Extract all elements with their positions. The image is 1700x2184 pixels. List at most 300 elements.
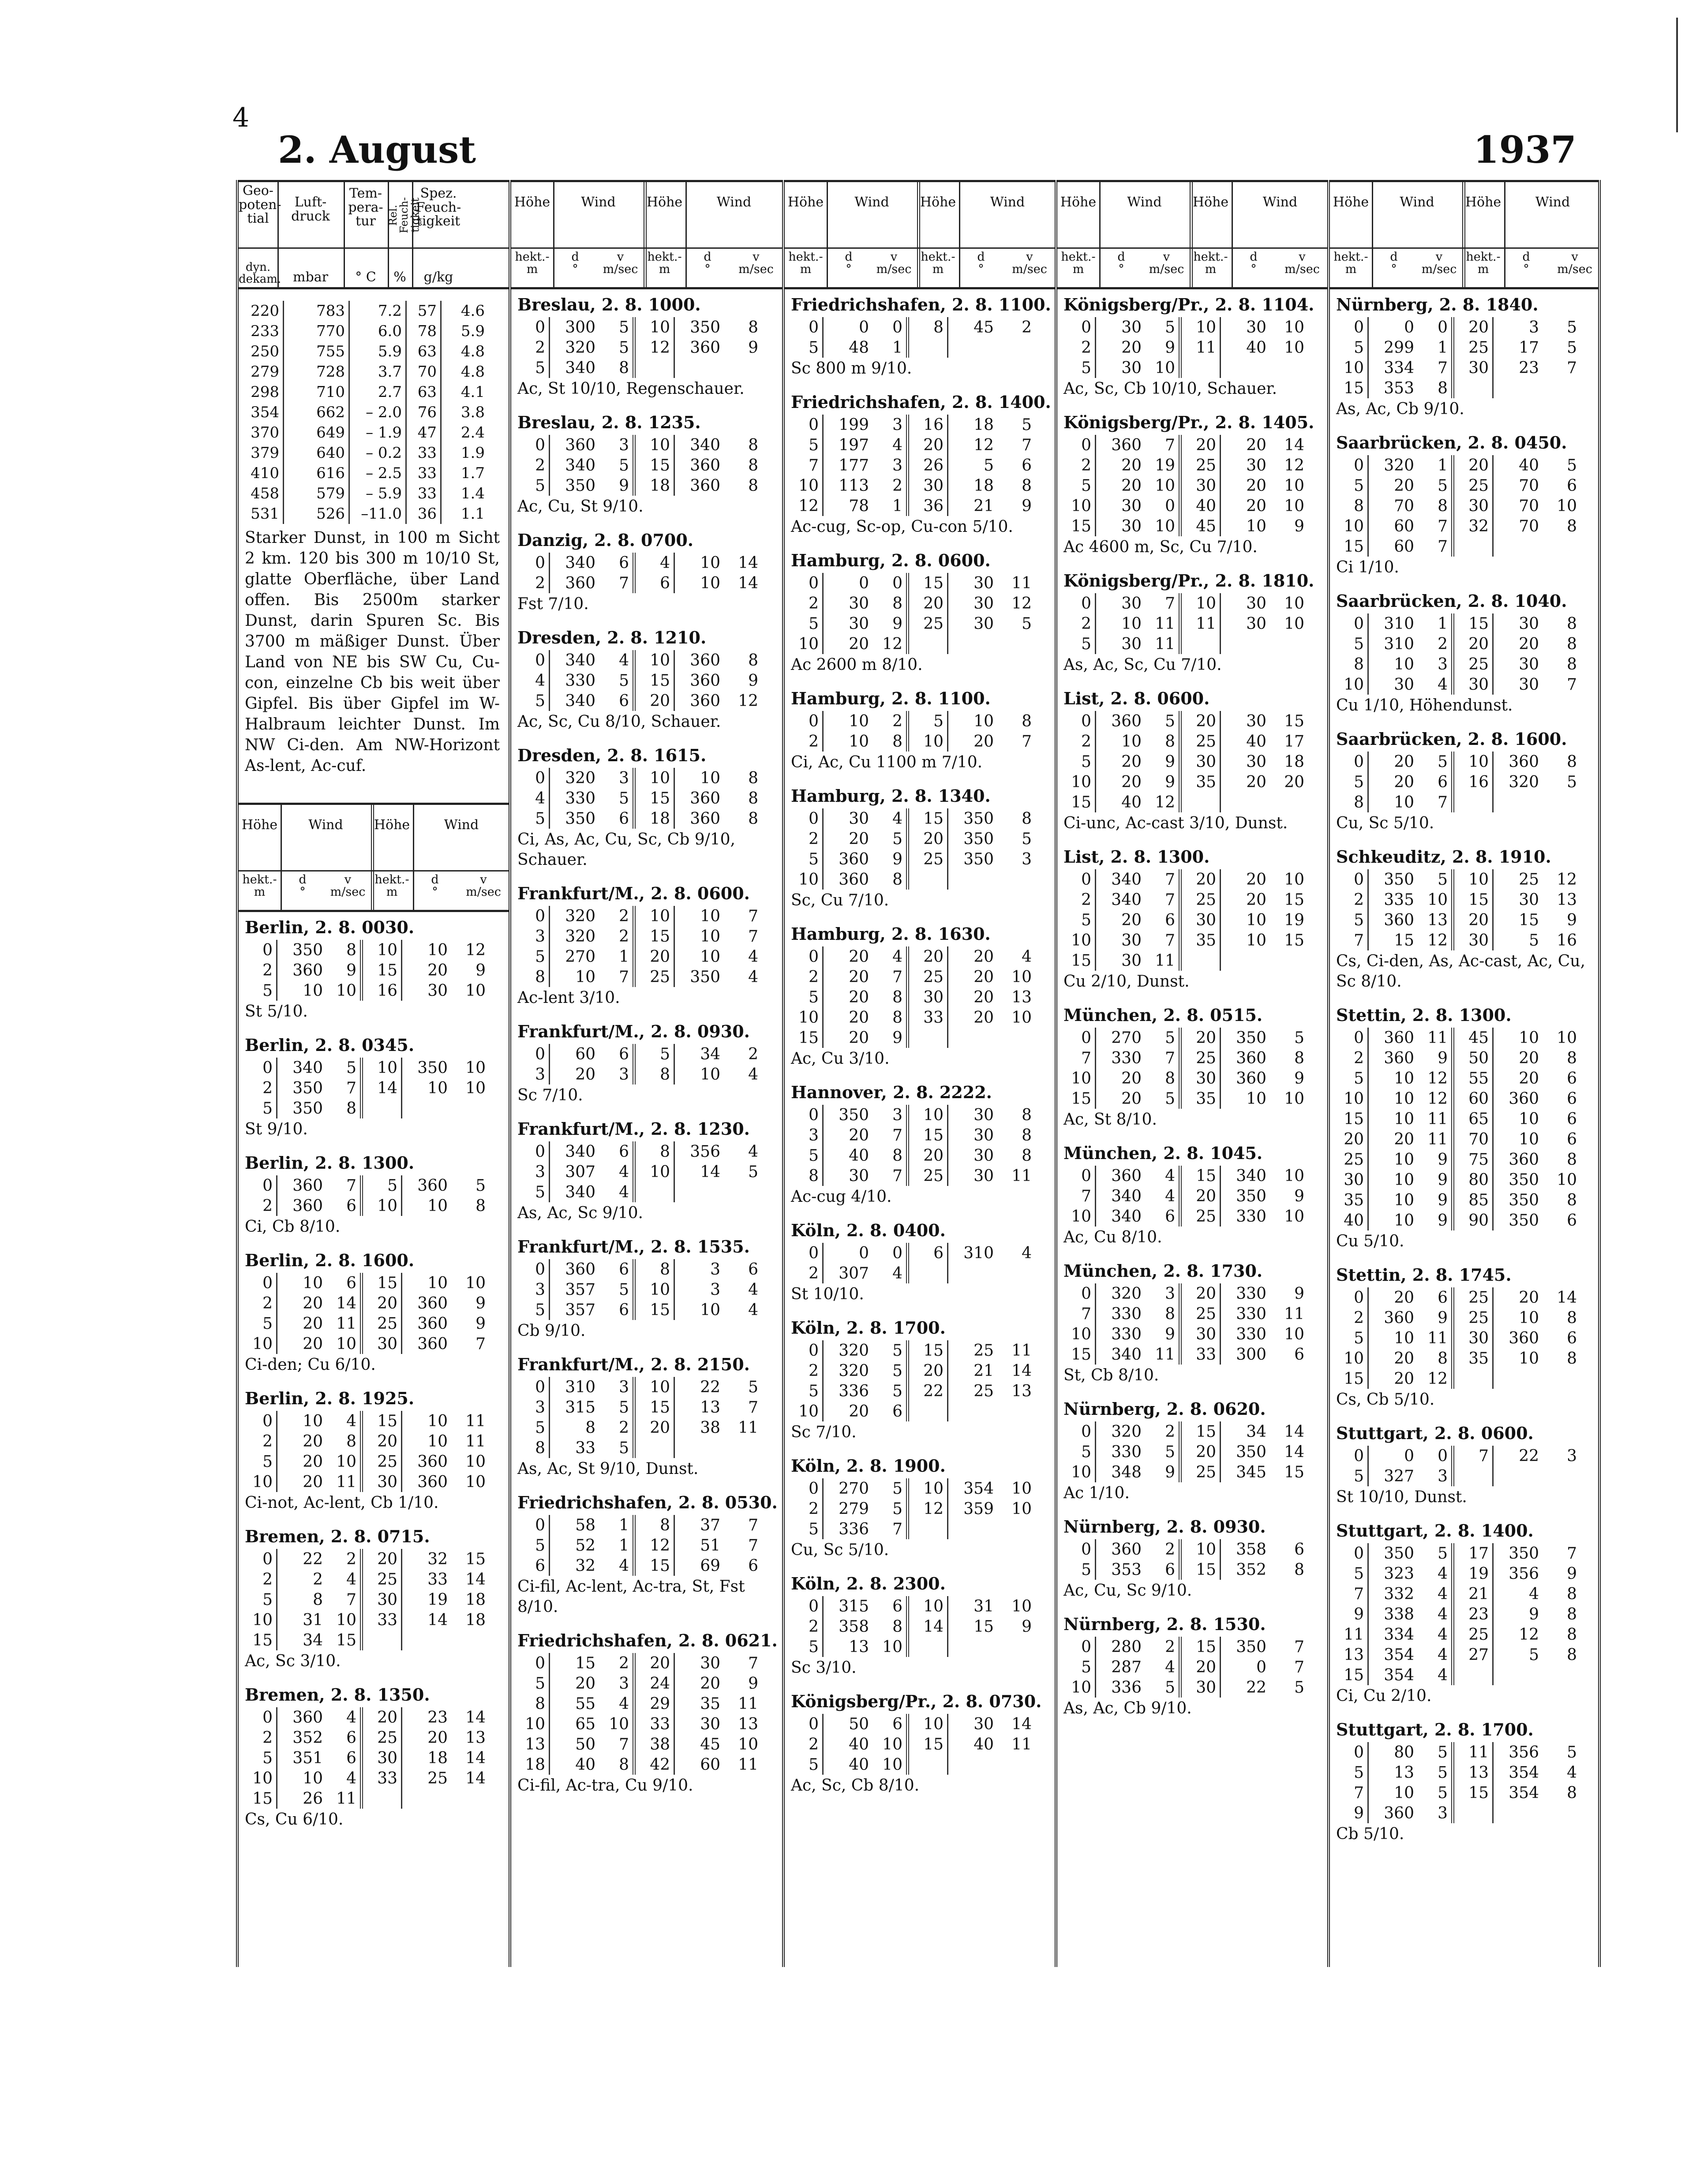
station-row [1063, 950, 1308, 971]
climb-cell: 78 [406, 321, 441, 341]
station-remark: Ac-cug, Sc-op, Cu-con 5/10. [791, 518, 1013, 536]
station-cell: 8 [748, 809, 758, 828]
station-cell: 310 [963, 1244, 994, 1262]
station-cell: 10 [872, 1754, 908, 1775]
station-cell: 60 [1394, 517, 1414, 535]
station-cell: 5 [872, 1381, 908, 1401]
station-cell: 10 [1284, 1167, 1304, 1185]
station-cell: 15 [1063, 1088, 1096, 1109]
direction-unit: d ° [1117, 250, 1125, 277]
station-row [791, 1007, 1035, 1028]
station-cell: 2 [1336, 1308, 1368, 1328]
station-cell: 8 [476, 1197, 486, 1215]
station-cell: 30 [1519, 655, 1539, 673]
station-remark: St 10/10. [791, 1285, 864, 1303]
station-cell: 11 [1145, 613, 1180, 634]
station-cell: 9 [1336, 1803, 1368, 1823]
station-cell: 10 [1394, 1784, 1414, 1802]
station-remark: Ci-unc, Ac-cast 3/10, Dunst. [1063, 814, 1288, 832]
station-cell: 10 [362, 940, 402, 960]
station-cell: 7 [791, 455, 823, 475]
station-cell: 6 [326, 1273, 362, 1293]
station-cell: 360 [417, 1473, 448, 1491]
station-cell [1543, 1665, 1580, 1685]
station-cell: 11 [465, 1412, 486, 1430]
station-cell: 5 [791, 1519, 823, 1539]
station-cell: 18 [517, 1754, 550, 1775]
station-remark: Ac-lent 3/10. [517, 989, 620, 1007]
station-cell: 8 [1145, 1068, 1180, 1088]
climb-cell: 4.1 [461, 383, 485, 401]
station-cell: 2 [517, 337, 550, 358]
station-cell: 8 [1567, 1645, 1577, 1664]
station-cell: 0 [1063, 711, 1096, 731]
height-unit: hekt.- m [788, 250, 823, 277]
station-cell: 7 [1063, 1186, 1096, 1206]
station-cell: 10 [1284, 497, 1304, 515]
station-cell: 15 [1063, 516, 1096, 536]
station-remark: Ci-den; Cu 6/10. [245, 1356, 376, 1374]
column-5-body [1330, 295, 1598, 1844]
station-row [517, 1535, 762, 1556]
station-cell: 30 [1519, 890, 1539, 909]
station-cell: 35 [1453, 1348, 1493, 1369]
station-cell: 30 [1453, 1328, 1493, 1348]
station-cell: 15 [1336, 1665, 1368, 1685]
station-cell: 2 [1336, 890, 1368, 910]
station-cell: 356 [1509, 1564, 1539, 1583]
station-cell: 5 [1063, 358, 1096, 378]
station-cell: 8 [1418, 378, 1453, 398]
station-cell: 10 [1011, 1479, 1032, 1498]
station-cell: 2 [326, 1549, 362, 1569]
station-cell: 12 [974, 436, 994, 454]
station-table [1336, 1287, 1581, 1389]
station-cell [1493, 792, 1543, 812]
station-cell: 5 [1418, 1783, 1453, 1803]
station-row [1063, 711, 1308, 731]
station-cell: 11 [326, 1472, 362, 1492]
station-cell: 15 [634, 1556, 674, 1576]
station-row [1063, 475, 1308, 496]
station-cell: 6 [1294, 1345, 1304, 1364]
station-title: Frankfurt/M., 2. 8. 1535. [517, 1237, 750, 1257]
station-row [1336, 1466, 1580, 1486]
station-cell: 0 [791, 1105, 823, 1125]
station-cell: 20 [634, 691, 674, 711]
station-cell: 7 [1418, 792, 1453, 812]
station-cell: 25 [908, 849, 948, 869]
station-cell: 30 [1453, 496, 1493, 516]
station-row [1336, 455, 1580, 475]
station-cell: 20 [1180, 1186, 1221, 1206]
station-cell [674, 358, 724, 378]
station-cell: 330 [1236, 1325, 1266, 1343]
station-row [245, 1058, 489, 1078]
station-cell: 350 [292, 941, 323, 959]
station-cell: 8 [1567, 1625, 1577, 1644]
station-cell: 10 [791, 475, 823, 496]
station-cell: 4 [326, 1569, 362, 1589]
station-cell: 10 [517, 1714, 550, 1734]
temp-header: Tem- pera- tur [348, 186, 383, 229]
station-cell: 340 [690, 436, 720, 454]
station-cell: 3 [1022, 850, 1032, 868]
station-cell: 20 [1246, 436, 1266, 454]
station-cell: 4 [872, 435, 908, 455]
station-cell: 3 [1418, 1803, 1453, 1823]
station-cell: 2 [1063, 455, 1096, 475]
wind-header-label: Wind [444, 817, 479, 833]
station-cell: 350 [1236, 1028, 1266, 1047]
climb-cell: 63 [406, 341, 441, 362]
station-row [1336, 1028, 1580, 1048]
station-cell [451, 1098, 489, 1118]
station-cell: 2 [1063, 337, 1096, 358]
station-remark: Ac 2600 m 8/10. [791, 656, 923, 674]
station-cell: 6 [326, 1728, 362, 1748]
spec-humidity-unit: g/kg [423, 269, 453, 285]
direction-unit: d ° [1250, 250, 1258, 277]
station-cell: 6 [599, 553, 634, 573]
station-cell: 9 [748, 338, 758, 357]
station-cell: 5 [245, 1098, 277, 1118]
station-cell: 10 [1394, 1110, 1414, 1128]
station-row [245, 1630, 489, 1650]
station-cell: 65 [1453, 1109, 1493, 1129]
station-row [791, 634, 1035, 654]
station-title: Dresden, 2. 8. 1615. [517, 745, 707, 765]
station-cell: 20 [1394, 1349, 1414, 1368]
station-remark: Sc, Cu 7/10. [791, 891, 889, 909]
station-row [1063, 496, 1308, 516]
station-cell [908, 869, 948, 890]
station-cell: 5 [1145, 1028, 1180, 1048]
station-row [1336, 536, 1580, 557]
station-table [791, 1105, 1036, 1186]
station-row [791, 946, 1035, 967]
station-cell: 27 [1453, 1645, 1493, 1665]
station-title: Berlin, 2. 8. 1600. [245, 1250, 415, 1270]
station-cell: 360 [292, 1197, 323, 1215]
station-cell: 340 [1111, 890, 1142, 909]
climb-cell: 57 [406, 301, 441, 321]
station-cell: 5 [1145, 317, 1180, 337]
station-remark: St 9/10. [245, 1120, 308, 1138]
station-cell: 4 [748, 968, 758, 986]
station-cell: 30 [362, 1334, 402, 1354]
station-cell: 70 [1519, 497, 1539, 515]
station-cell: 352 [292, 1728, 323, 1747]
station-cell: 15 [634, 1397, 674, 1417]
station-cell: 5 [791, 613, 823, 634]
station-row [517, 1438, 762, 1458]
station-row [517, 573, 762, 593]
station-cell: 10 [326, 1451, 362, 1472]
station-table [1063, 435, 1309, 536]
station-cell: 15 [1284, 931, 1304, 950]
station-title: Königsberg/Pr., 2. 8. 1405. [1063, 412, 1314, 432]
height-unit: hekt.- m [1193, 250, 1228, 277]
height-header: Höhe [1060, 194, 1097, 210]
station-cell [724, 1182, 762, 1202]
station-cell: 14 [1011, 1715, 1032, 1733]
station-cell: 10 [427, 1274, 448, 1292]
station-cell: 13 [849, 1638, 869, 1656]
station-cell: 6 [1294, 1540, 1304, 1559]
station-cell: 15 [1063, 950, 1096, 971]
station-cell: 5 [517, 1673, 550, 1694]
station-title: Bremen, 2. 8. 0715. [245, 1526, 430, 1546]
station-cell: 340 [1111, 1187, 1142, 1205]
station-table [1336, 752, 1581, 812]
station-cell: 7 [599, 967, 634, 987]
station-row [1336, 674, 1580, 695]
station-cell: 10 [1394, 1150, 1414, 1169]
station-cell: 10 [599, 1714, 634, 1734]
station-row [245, 1078, 489, 1098]
station-cell: 15 [1453, 613, 1493, 634]
station-cell: 20 [974, 1008, 994, 1027]
station-row [1336, 654, 1580, 674]
station-cell: 340 [1111, 870, 1142, 889]
climb-row [245, 362, 488, 382]
station-cell: 0 [1063, 593, 1096, 613]
station-cell: 15 [634, 1300, 674, 1320]
station-title: Saarbrücken, 2. 8. 0450. [1336, 433, 1567, 453]
station-cell: 40 [1121, 793, 1142, 812]
station-cell: 13 [1394, 1763, 1414, 1782]
station-cell: 15 [1336, 378, 1368, 398]
station-cell: 340 [565, 553, 595, 572]
station-cell: 358 [839, 1617, 869, 1636]
station-cell: 10 [1453, 869, 1493, 890]
station-cell: 20 [1394, 752, 1414, 771]
station-cell: 20 [849, 830, 869, 848]
station-row [245, 1098, 489, 1118]
station-row [1336, 1624, 1580, 1645]
station-cell: 30 [974, 1126, 994, 1144]
station-cell: 9 [1418, 1308, 1453, 1328]
station-cell: 10 [634, 1279, 674, 1300]
station-cell: 25 [1180, 1462, 1221, 1482]
station-cell: 7 [872, 1166, 908, 1186]
station-cell: 14 [465, 1570, 486, 1589]
station-cell: 0 [517, 768, 550, 788]
station-cell: 6 [1145, 910, 1180, 930]
station-cell: 20 [1284, 773, 1304, 791]
climb-row [245, 321, 488, 341]
station-row [1063, 752, 1308, 772]
station-cell: 5 [1529, 1645, 1539, 1664]
station-cell: 15 [1284, 1463, 1304, 1481]
climb-cell: 354 [245, 402, 284, 423]
station-title: List, 2. 8. 1300. [1063, 847, 1210, 867]
station-cell: 7 [326, 1589, 362, 1610]
station-cell: 8 [1567, 1349, 1577, 1368]
station-cell: 7 [872, 1519, 908, 1539]
station-cell: 8 [517, 1438, 550, 1458]
station-cell: 10 [427, 941, 448, 959]
station-cell: 9 [1294, 1069, 1304, 1088]
station-title: Stuttgart, 2. 8. 0600. [1336, 1423, 1534, 1443]
station-cell: 16 [1453, 772, 1493, 792]
station-title: Berlin, 2. 8. 0030. [245, 917, 415, 937]
station-row [517, 317, 762, 337]
station-cell: 2 [245, 1293, 277, 1313]
station-table [245, 1411, 490, 1492]
station-cell: 12 [1418, 1088, 1453, 1109]
station-cell [674, 1182, 724, 1202]
station-cell: 20 [1121, 773, 1142, 791]
station-cell: 0 [1063, 1637, 1096, 1657]
station-cell: 350 [1384, 870, 1414, 889]
station-cell: 340 [565, 456, 595, 475]
station-cell: 5 [748, 1163, 758, 1181]
station-row [1063, 1344, 1308, 1365]
humidity-header: Rel. Feuch- tigkeit [387, 197, 422, 234]
station-cell: 7 [1567, 675, 1577, 694]
station-cell: 6 [872, 1714, 908, 1734]
station-title: Nürnberg, 2. 8. 1840. [1336, 295, 1539, 314]
station-cell: 8 [1418, 1348, 1453, 1369]
station-cell: 13 [738, 1715, 758, 1733]
wind-header-label: Wind [854, 194, 889, 210]
station-cell: 5 [1063, 1442, 1096, 1462]
station-row [517, 1754, 762, 1775]
station-cell: 9 [1294, 517, 1304, 535]
station-cell: 8 [634, 1064, 674, 1085]
station-cell: 5 [245, 1589, 277, 1610]
station-cell: 7 [872, 967, 908, 987]
station-cell: 15 [1394, 931, 1414, 950]
station-cell: 360 [1509, 1089, 1539, 1108]
station-cell: 7 [748, 927, 758, 946]
station-cell: 15 [908, 1734, 948, 1754]
station-cell: 6 [748, 1260, 758, 1279]
station-row [517, 455, 762, 475]
station-cell: 5 [599, 1438, 634, 1458]
station-row [517, 553, 762, 573]
station-cell: 0 [859, 318, 869, 337]
station-cell: 10 [1063, 1206, 1096, 1227]
station-row [245, 1768, 489, 1788]
station-row [1336, 516, 1580, 536]
station-cell: 10 [245, 1472, 277, 1492]
speed-unit: v m/sec [603, 250, 638, 277]
station-cell: 360 [1111, 436, 1142, 454]
station-cell: 24 [634, 1673, 674, 1694]
station-cell: 2 [872, 711, 908, 731]
station-cell: 11 [1418, 1328, 1453, 1348]
station-cell: 0 [1404, 1447, 1414, 1465]
station-table [517, 768, 763, 829]
station-title: Dresden, 2. 8. 1210. [517, 628, 707, 647]
station-cell [1270, 634, 1308, 654]
station-cell: 8 [1294, 1560, 1304, 1579]
station-cell: 20 [1121, 752, 1142, 771]
climb-cell: 531 [245, 504, 284, 524]
station-remark: As, Ac, St 9/10, Dunst. [517, 1460, 699, 1478]
station-remark: Cb 9/10. [517, 1322, 586, 1340]
station-cell: 32 [1453, 516, 1493, 536]
station-cell: 360 [690, 692, 720, 710]
station-cell: 4 [1418, 1584, 1453, 1604]
height-unit: hekt.- m [647, 250, 682, 277]
station-cell [1453, 536, 1493, 557]
station-row [791, 849, 1035, 869]
station-title: Hamburg, 2. 8. 0600. [791, 550, 991, 570]
station-cell: 360 [839, 870, 869, 889]
station-cell: 4 [599, 1556, 634, 1576]
station-row [245, 1549, 489, 1569]
climb-cell: 76 [406, 402, 441, 423]
station-cell [362, 1098, 402, 1118]
wind-header [1057, 180, 1327, 289]
station-cell: 336 [839, 1382, 869, 1400]
station-title: Bremen, 2. 8. 1350. [245, 1685, 430, 1705]
station-cell: 33 [575, 1439, 595, 1457]
station-cell: 0 [1063, 317, 1096, 337]
station-cell: 12 [1418, 930, 1453, 950]
station-row [517, 1694, 762, 1714]
station-row [517, 768, 762, 788]
station-cell [634, 1438, 674, 1458]
station-remark: As, Ac, Sc, Cu 7/10. [1063, 656, 1222, 674]
station-cell: 5 [1336, 772, 1368, 792]
station-cell: 25 [362, 1569, 402, 1589]
station-cell: 10 [1011, 1008, 1032, 1027]
station-cell: 20 [849, 1008, 869, 1027]
station-cell: 10 [575, 968, 595, 986]
station-cell: 9 [1145, 772, 1180, 792]
station-cell: 10 [1336, 1348, 1368, 1369]
station-cell: 2 [791, 1499, 823, 1519]
station-cell: 5 [791, 987, 823, 1007]
station-cell [1453, 1665, 1493, 1685]
station-cell: 10 [849, 712, 869, 730]
station-cell: 11 [1284, 1305, 1304, 1323]
station-cell: 11 [738, 1418, 758, 1437]
station-cell: 2 [1063, 613, 1096, 634]
station-cell: 2 [599, 1417, 634, 1438]
station-cell: 18 [974, 476, 994, 495]
station-cell: 5 [1567, 456, 1577, 475]
station-cell: 5 [791, 1754, 823, 1775]
station-title: Frankfurt/M., 2. 8. 0930. [517, 1021, 750, 1041]
column-2 [509, 180, 782, 1967]
station-cell: 3 [872, 415, 908, 435]
station-row [791, 1637, 1035, 1657]
station-title: München, 2. 8. 1045. [1063, 1143, 1263, 1163]
station-remark: Ac, Cu, St 9/10. [517, 497, 644, 516]
station-cell [1180, 634, 1221, 654]
station-cell: 10 [1063, 930, 1096, 950]
station-cell: 20 [634, 1417, 674, 1438]
station-cell: 3 [517, 1064, 550, 1085]
station-cell: 0 [859, 1244, 869, 1262]
station-cell: 12 [1519, 1625, 1539, 1644]
station-remark: As, Ac, Cb 9/10. [1063, 1699, 1192, 1717]
station-cell: 5 [1418, 1543, 1453, 1563]
wind-header [785, 180, 1055, 289]
station-cell: 20 [575, 1065, 595, 1084]
station-cell: 10 [791, 634, 823, 654]
station-cell: 2 [1336, 1048, 1368, 1068]
station-cell: 332 [1384, 1585, 1414, 1603]
station-cell: 8 [1567, 614, 1577, 633]
station-cell: 10 [634, 1377, 674, 1397]
